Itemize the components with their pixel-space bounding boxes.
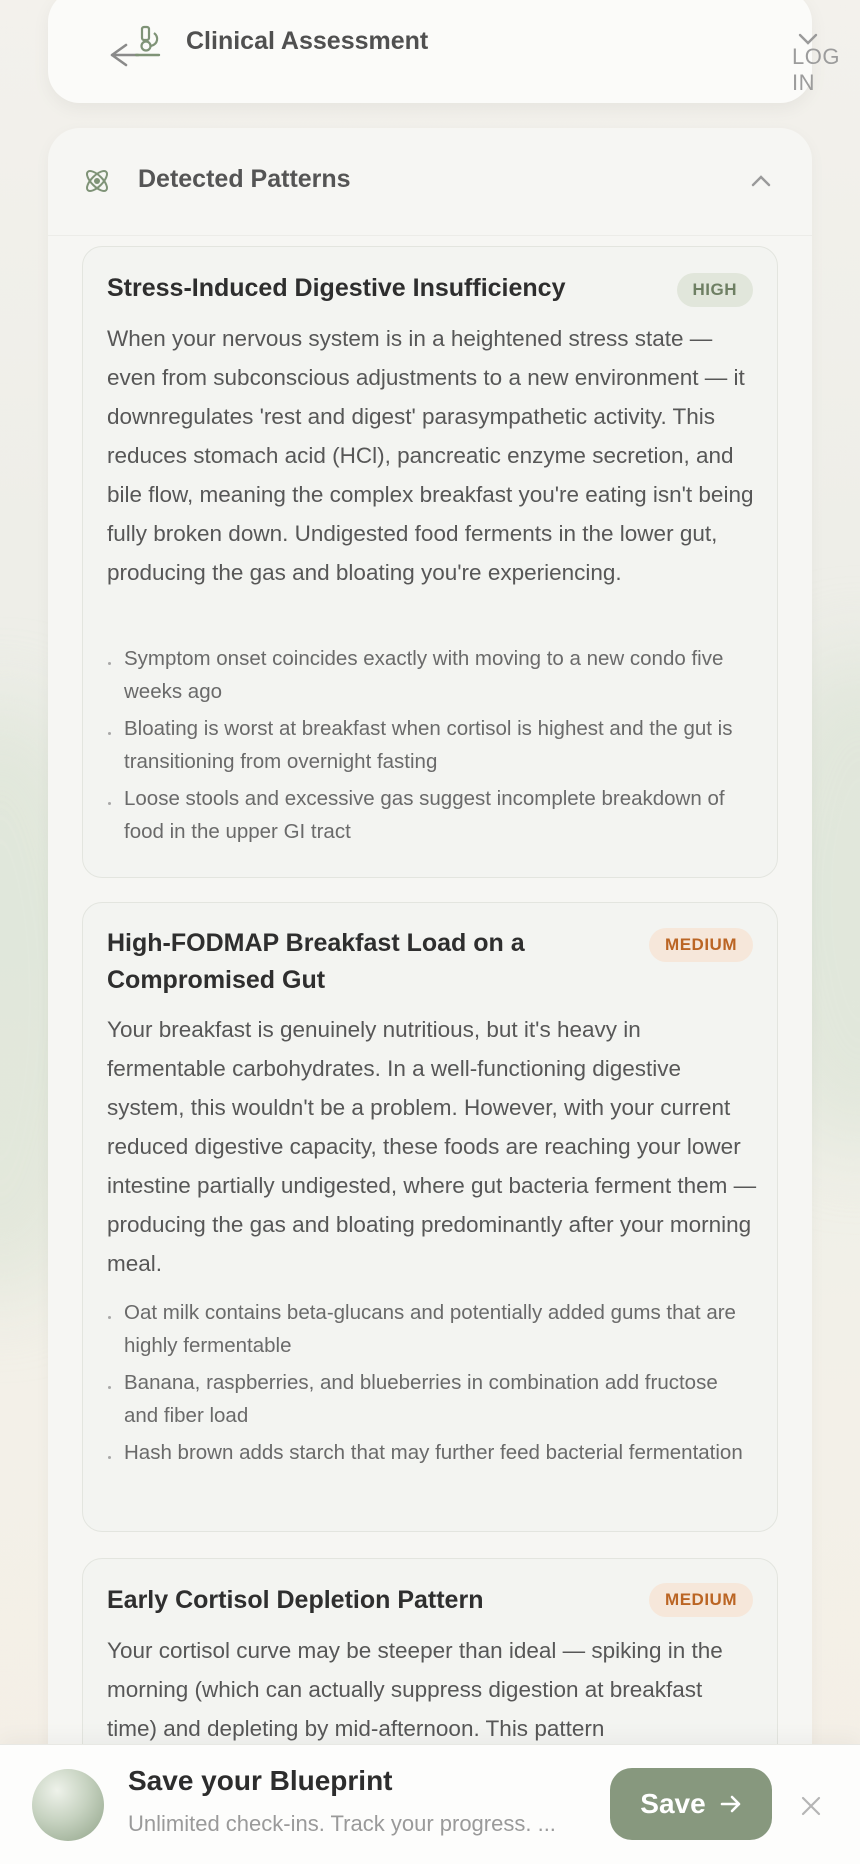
save-button[interactable] (610, 1768, 772, 1840)
evidence-item: Banana, raspberries, and blueberries in combination add fructose and fiber load (107, 1366, 757, 1432)
detected-patterns-panel (48, 128, 812, 1864)
microscope-icon (132, 24, 162, 58)
severity-badge: HIGH (677, 273, 754, 307)
evidence-item: Symptom onset coincides exactly with moving to a new condo five weeks ago (107, 642, 757, 708)
evidence-item: Oat milk contains beta-glucans and potentially added gums that are highly fermentable (107, 1296, 757, 1362)
pattern-description: When your nervous system is in a heightened stress state — even from subconscious adjustments to a new environment — it downregulates 'rest and digest' parasympathetic activity. This reduces stomach acid (HCl), pancreatic enzyme secretion, and bile flow, meaning the complex breakfast you're eating isn't being fully broken down. Undigested food ferments in the lower gut, producing the gas and bloating you're experiencing. (107, 326, 754, 585)
pattern-card (82, 902, 778, 1532)
panel-header[interactable] (48, 128, 812, 236)
save-title: Save your Blueprint (128, 1765, 393, 1796)
pattern-title: High-FODMAP Breakfast Load on a Compromised Gut (107, 929, 525, 994)
close-icon[interactable] (800, 1795, 822, 1817)
atom-icon (82, 166, 112, 196)
blueprint-orb (32, 1769, 104, 1841)
save-blueprint-bar (0, 1744, 860, 1864)
pattern-card (82, 246, 778, 878)
evidence-list (107, 1296, 757, 1473)
page-title: Clinical Assessment (186, 27, 429, 55)
evidence-list (107, 642, 757, 852)
evidence-item: Bloating is worst at breakfast when cortisol is highest and the gut is transitioning from overnight fasting (107, 712, 757, 778)
severity-badge: MEDIUM (649, 1583, 753, 1617)
arrow-right-icon (720, 1794, 742, 1814)
severity-badge: MEDIUM (649, 928, 753, 962)
pattern-title: Stress-Induced Digestive Insufficiency (107, 274, 566, 302)
save-subtitle: Unlimited check-ins. Track your progress. ... (128, 1811, 556, 1836)
save-button-label: Save (640, 1788, 706, 1819)
evidence-item: Hash brown adds starch that may further feed bacterial fermentation (107, 1436, 757, 1469)
header-card (48, 0, 840, 103)
pattern-description: Your breakfast is genuinely nutritious, but it's heavy in fermentable carbohydrates. In a well-functioning digestive system, this wouldn't be a problem. However, with your current reduced digestive capacity, these foods are reaching your lower intestine partially undigested, where gut bacteria ferment them — producing the gas and bloating predominantly after your morning meal. (107, 1017, 757, 1276)
pattern-description: Your cortisol curve may be steeper than ideal — spiking in the morning (which can actually suppress digestion at breakfast time) and depleting by mid-afternoon. This pattern (107, 1638, 723, 1741)
chevron-up-icon[interactable] (750, 174, 772, 188)
pattern-title: Early Cortisol Depletion Pattern (107, 1586, 484, 1614)
panel-title: Detected Patterns (138, 165, 351, 193)
evidence-item: Loose stools and excessive gas suggest incomplete breakdown of food in the upper GI tract (107, 782, 757, 848)
login-link[interactable]: LOG IN (792, 44, 840, 95)
